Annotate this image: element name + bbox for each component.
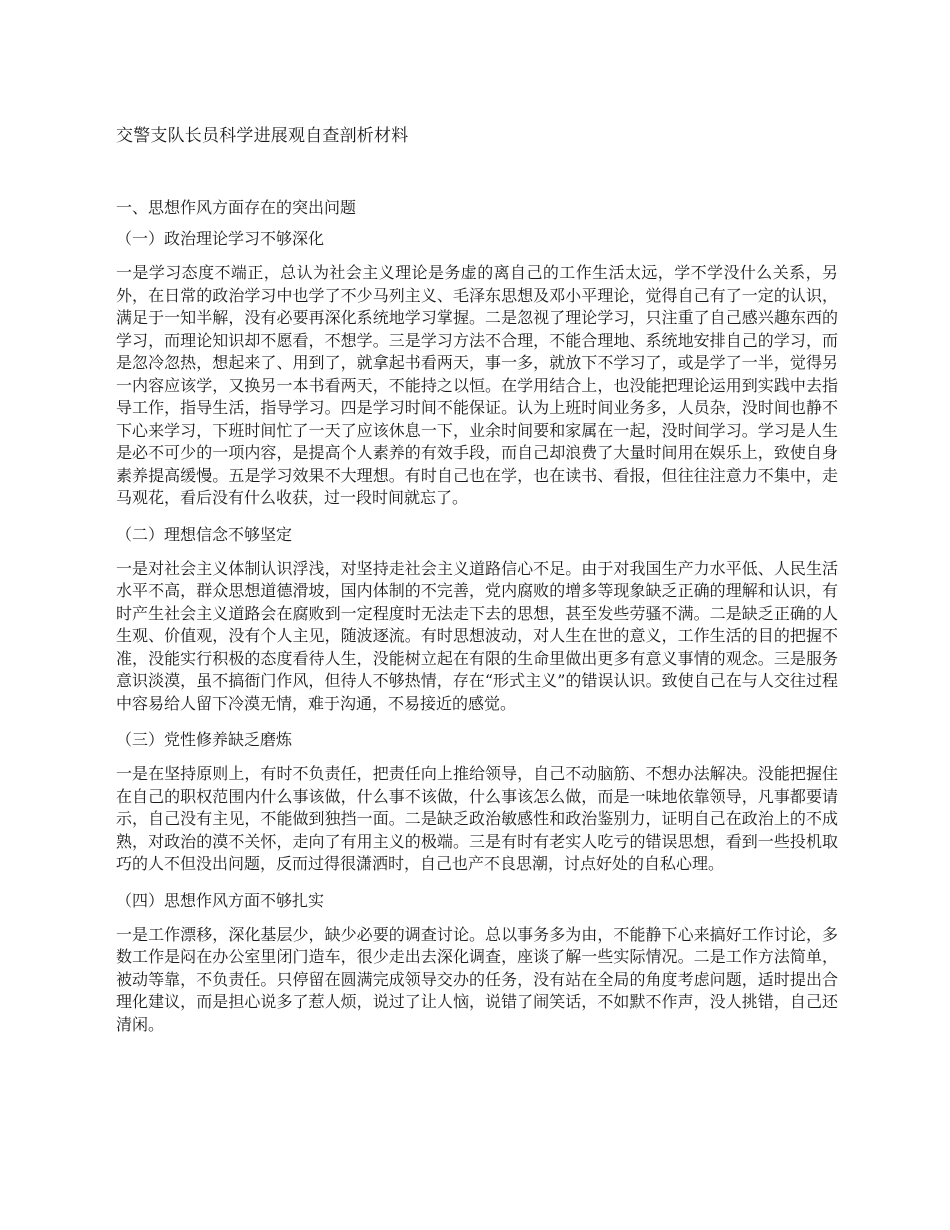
- document-title: 交警支队长员科学进展观自查剖析材料: [116, 126, 409, 146]
- subsection-paragraph-4: 一是工作漂移，深化基层少，缺少必要的调查讨论。总以事务多为由，不能静下心来搞好工作讨论，多数工作是闷在办公室里闭门造车，很少走出去深化调查，座谈了解一些实际情况。二是工作方法简单，被动等靠，不负责任。只停留在圆满完成领导交办的任务，没有站在全局的角度考虑问题，适时提出合理化建议，而是担心说多了惹人烦，说过了让人恼，说错了闹笑话，不如默不作声，没人挑错，自己还清闲。: [116, 924, 838, 1034]
- subsection-paragraph-1: 一是学习态度不端正，总认为社会主义理论是务虚的离自己的工作生活太远，学不学没什么关系，另外，在日常的政治学习中也学了不少马列主义、毛泽东思想及邓小平理论，觉得自己有了一定的认识，满足于一知半解，没有必要再深化系统地学习掌握。二是忽视了理论学习，只注重了自己感兴趣东西的学习，而理论知识却不愿看，不想学。三是学习方法不合理，不能合理地、系统地安排自己的学习，而是忽冷忽热，想起来了、用到了，就拿起书看两天，事一多，就放下不学习了，或是学了一半，觉得另一内容应该学，又换另一本书看两天，不能持之以恒。在学用结合上，也没能把理论运用到实践中去指导工作，指导生活，指导学习。四是学习时间不能保证。认为上班时间业务多，人员杂，没时间也静不下心来学习，下班时间忙了一天了应该休息一下，业余时间要和家属在一起，没时间学习。学习是人生是必不可少的一项内容，是提高个人素养的有效手段，而自己却浪费了大量时间用在娱乐上，致使自身素养提高缓慢。五是学习效果不大理想。有时自己也在学，也在读书、看报，但往往注意力不集中，走马观花，看后没有什么收获，过一段时间就忘了。: [116, 263, 838, 507]
- subsection-heading-2: （二）理想信念不够坚定: [116, 524, 293, 544]
- section-heading: 一、思想作风方面存在的突出问题: [116, 198, 357, 217]
- subsection-paragraph-3: 一是在坚持原则上，有时不负责任，把责任向上推给领导，自己不动脑筋、不想办法解决。没能把握住在自己的职权范围内什么事该做，什么事不该做，什么事该怎么做，而是一味地依靠领导，凡事都要请示，自己没有主见，不能做到独挡一面。二是缺乏政治敏感性和政治鉴别力，证明自己在政治上的不成熟，对政治的漠不关怀，走向了有用主义的极端。三是有时有老实人吃亏的错误思想，看到一些投机取巧的人不但没出问题，反而过得很潇洒时，自己也产不良思潮，讨点好处的自私心理。: [116, 764, 838, 873]
- subsection-heading-3: （三）党性修养缺乏磨炼: [116, 730, 293, 749]
- subsection-heading-1: （一）政治理论学习不够深化: [116, 229, 325, 248]
- subsection-paragraph-2: 一是对社会主义体制认识浮浅，对坚持走社会主义道路信心不足。由于对我国生产力水平低、人民生活水平不高，群众思想道德滑坡，国内体制的不完善，党内腐败的增多等现象缺乏正确的理解和认识，有时产生社会主义道路会在腐败到一定程度时无法走下去的思想，甚至发些劳骚不满。二是缺乏正确的人生观、价值观，没有个人主见，随波逐流。有时思想波动，对人生在世的意义，工作生活的目的把握不准，没能实行积极的态度看待人生，没能树立起在有限的生命里做出更多有意义事情的观念。三是服务意识淡漠，虽不搞衙门作风，但待人不够热情，存在“形式主义”的错误认识。致使自己在与人交往过程中容易给人留下冷漠无情，难于沟通，不易接近的感觉。: [116, 558, 838, 713]
- document-body: [116, 196, 838, 1049]
- subsection-heading-4: （四）思想作风方面不够扎实: [116, 890, 325, 910]
